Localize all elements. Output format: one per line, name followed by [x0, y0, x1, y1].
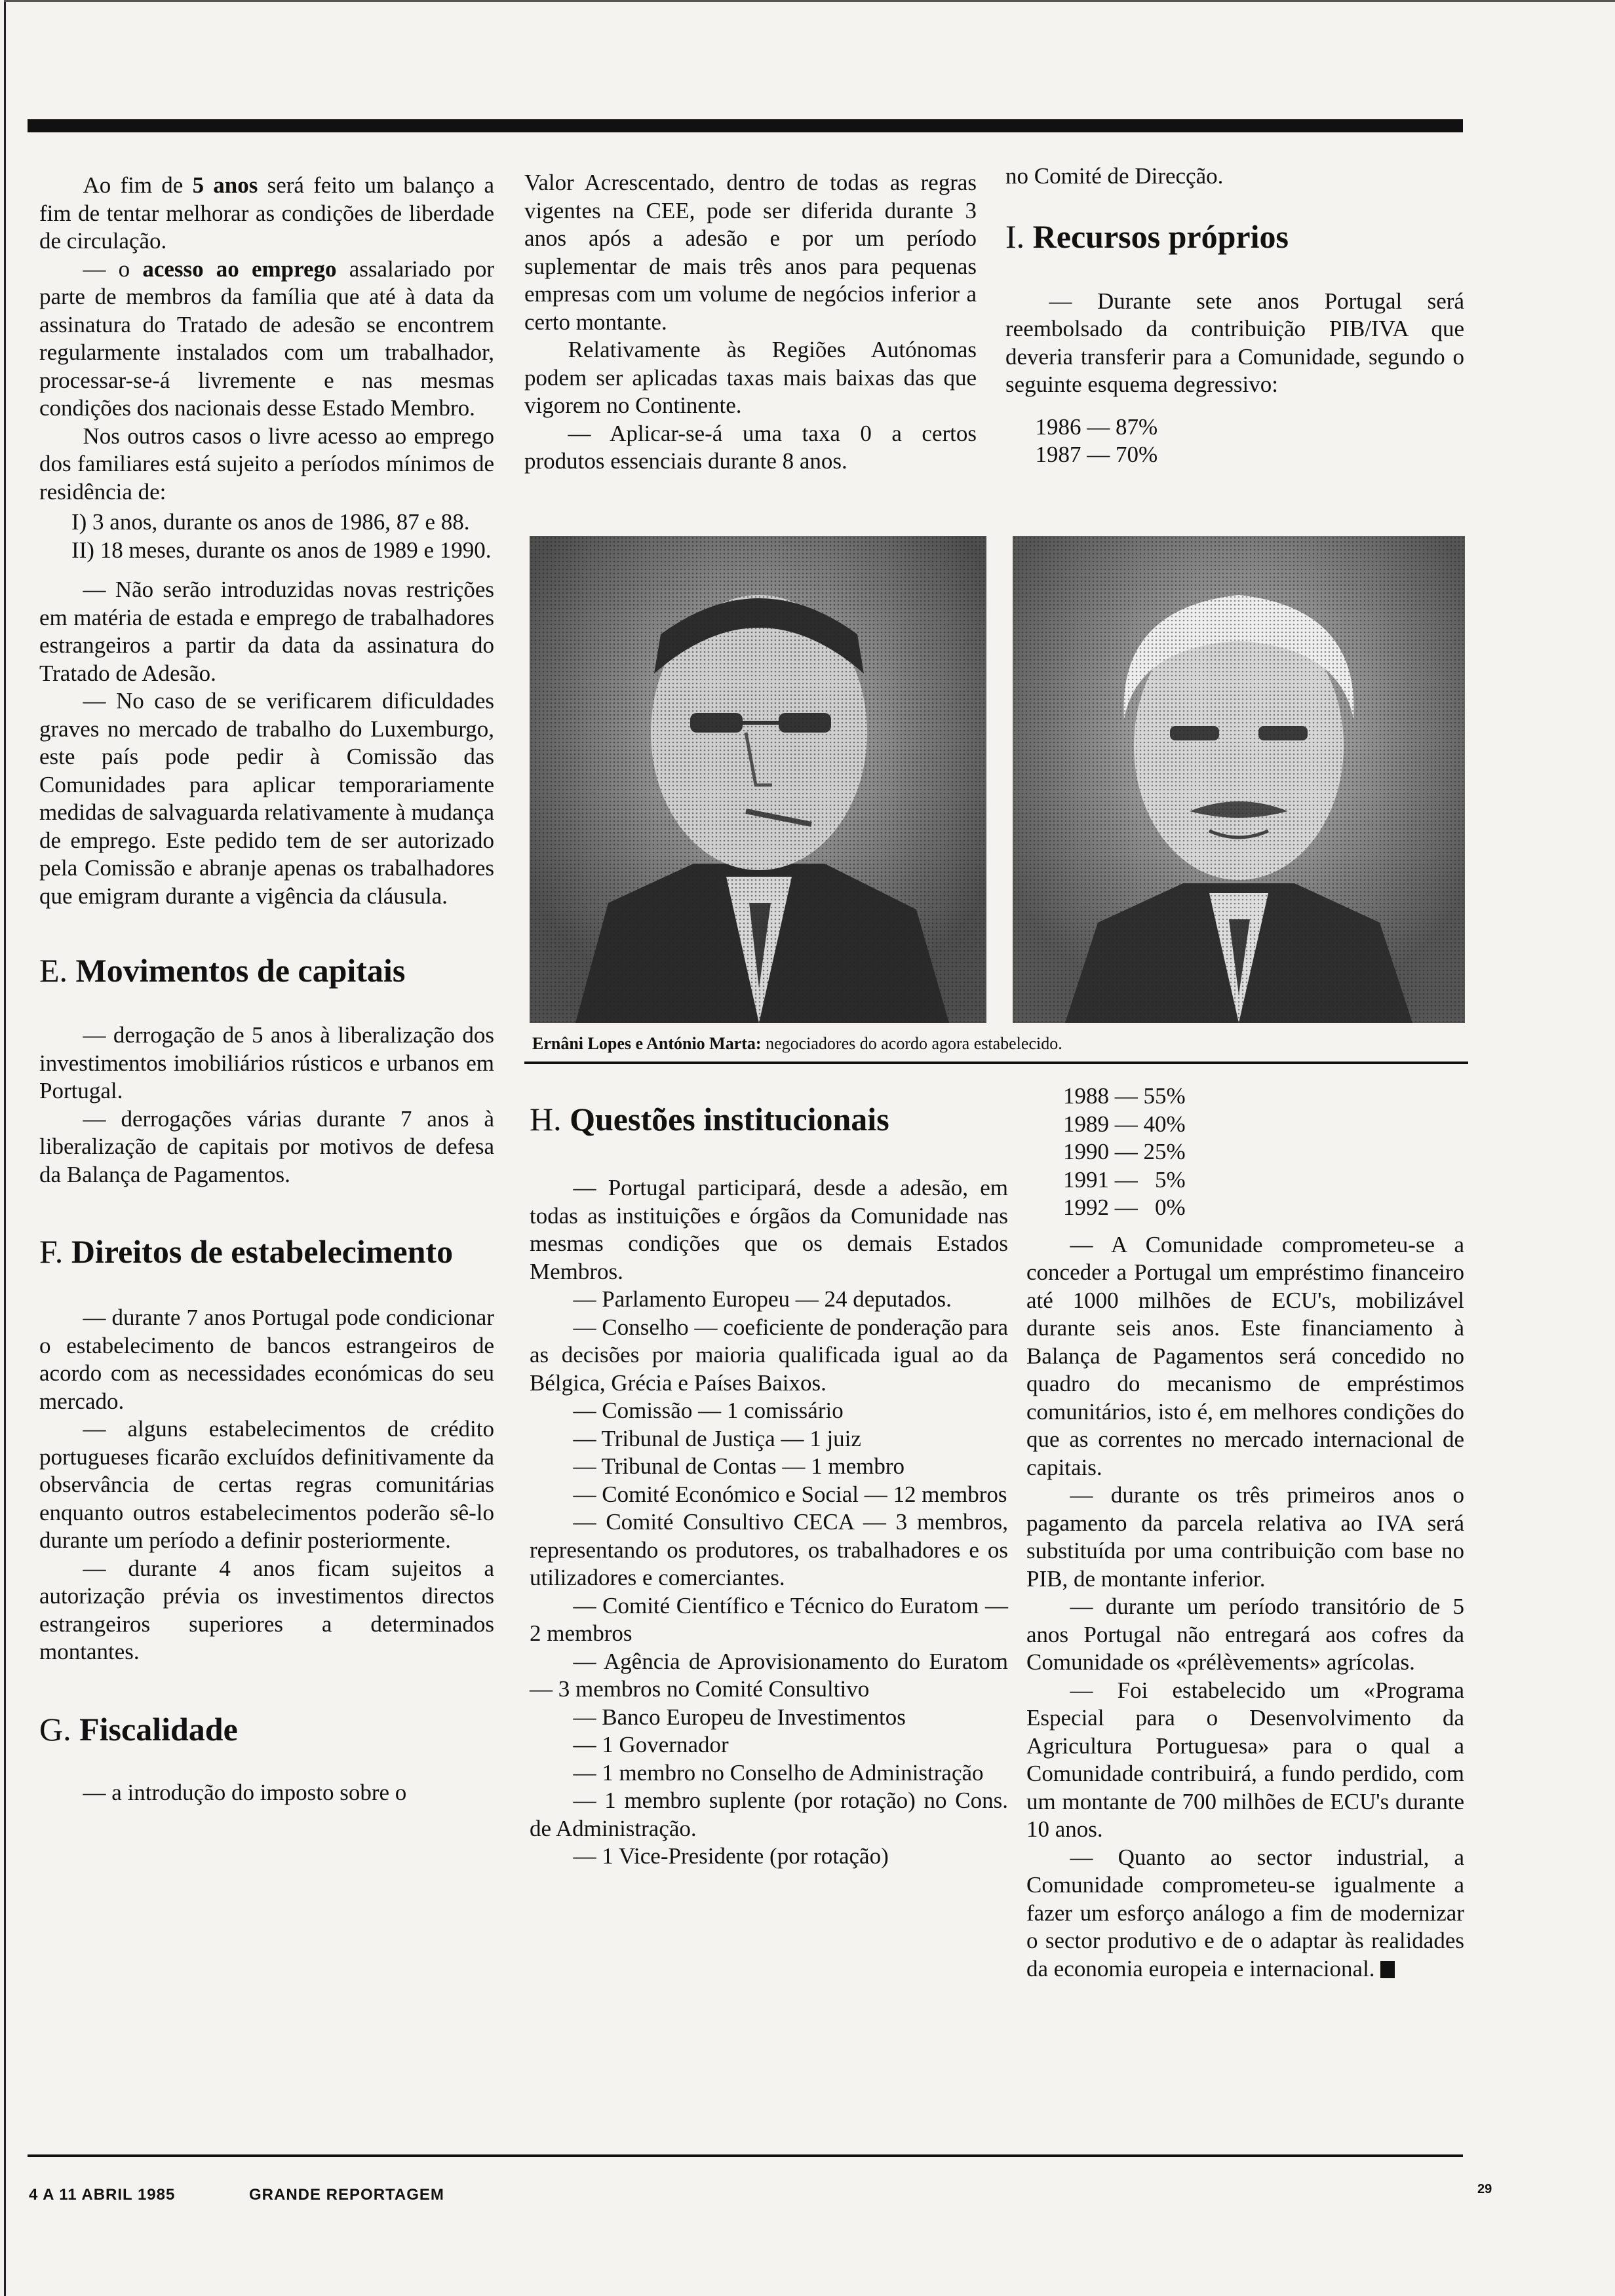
paragraph: — a introdução do imposto sobre o [83, 1779, 407, 1805]
page-number: 29 [1477, 2182, 1492, 2196]
paragraph: — Quanto ao sector industrial, a Comunidade comprometeu-se igualmente a fazer um esforço análogo a fim de modernizar o sector produtivo e de o adaptar às realidades da economia europeia e internacional. [1026, 1844, 1464, 1981]
column-2-bottom [530, 1100, 1008, 1871]
list-item: — 1 Governador [573, 1732, 729, 1757]
list-item: — Tribunal de Justiça — 1 juiz [573, 1425, 861, 1451]
list-item: — Comité Consultivo CECA — 3 membros, representando os produtores, os trabalhadores e os utilizadores e comerciantes. [530, 1509, 1008, 1590]
rate-1986: 1986 — 87% [1035, 413, 1158, 440]
list-item: — Tribunal de Contas — 1 membro [573, 1453, 905, 1479]
paragraph: Relativamente às Regiões Autónomas podem ser aplicadas taxas mais baixas das que vigorem no Continente. [524, 337, 977, 418]
section-heading-f: F. Direitos de estabelecimento [39, 1233, 454, 1270]
paragraph: — Aplicar-se-á uma taxa 0 a certos produtos essenciais durante 8 anos. [524, 420, 977, 474]
end-mark-icon [1380, 1961, 1395, 1978]
photo-antonio-marta [1013, 536, 1465, 1023]
paragraph: Nos outros casos o livre acesso ao emprego dos familiares está sujeito a períodos mínimos de residência de: [39, 423, 494, 505]
paragraph: — durante 4 anos ficam sujeitos a autorização prévia os investimentos directos estrangeiros superiores a determinados montantes. [39, 1555, 494, 1664]
paragraph: — o acesso ao emprego assalariado por parte de membros da família que até à data da assinatura do Tratado de adesão se encontrem regularmente instalados com um trabalhador, processar-se-á livremente e nas mesmas condições dos nacionais desse Estado Membro. [39, 256, 495, 421]
paragraph: Valor Acrescentado, dentro de todas as regras vigentes na CEE, pode ser diferida durante 3 anos após a adesão e por um período suplementar de mais três anos para pequenas empresas com um volume de negócios inferior a certo montante. [524, 170, 977, 335]
list-item: — Parlamento Europeu — 24 deputados. [573, 1286, 952, 1312]
column-3-bottom [1026, 1082, 1464, 1983]
section-heading-h: H. Questões institucionais [530, 1101, 889, 1138]
list-item: — Conselho — coeficiente de ponderação para as decisões por maioria qualificada igual ao da Bélgica, Grécia e Países Baixos. [530, 1314, 1008, 1396]
list-item: I) 3 anos, durante os anos de 1986, 87 e 88. [71, 509, 470, 535]
paragraph: — durante um período transitório de 5 anos Portugal não entregará aos cofres da Comunidade os «prélèvements» agrícolas. [1026, 1594, 1464, 1675]
paragraph: — derrogações várias durante 7 anos à liberalização de capitais por motivos de defesa da Balança de Pagamentos. [39, 1105, 494, 1187]
paragraph: no Comité de Direcção. [1005, 163, 1224, 189]
rate-1992: 1992 — 0% [1063, 1195, 1186, 1220]
footer-date: 4 A 11 ABRIL 1985 [29, 2186, 176, 2204]
paragraph: — derrogação de 5 anos à liberalização dos investimentos imobiliários rústicos e urbanos em Portugal. [39, 1022, 494, 1103]
rate-1991: 1991 — 5% [1063, 1166, 1186, 1193]
paragraph: — No caso de se verificarem dificuldades graves no mercado de trabalho do Luxemburgo, este país pode pedir à Comissão das Comunidades para aplicar temporariamente medidas de salvaguarda relativamente à mudança de emprego. Este pedido tem de ser autorizado pela Comissão e abranje apenas os trabalhadores que emigram durante a vigência da cláusula. [39, 688, 494, 909]
rate-1988: 1988 — 55% [1063, 1083, 1186, 1109]
paragraph: — durante os três primeiros anos o pagamento da parcela relativa ao IVA será substituída por uma contribuição com base no PIB, de montante inferior. [1026, 1482, 1464, 1592]
page-edge-top [4, 0, 1615, 2]
list-item: — Banco Europeu de Investimentos [573, 1704, 906, 1730]
paragraph: — Não serão introduzidas novas restrições em matéria de estada e emprego de trabalhadores estrangeiros a partir da data da assinatura do Tratado de Adesão. [39, 577, 494, 686]
list-item: — Comissão — 1 comissário [573, 1398, 844, 1423]
paragraph: — Durante sete anos Portugal será reembolsado da contribuição PIB/IVA que deveria transferir para a Comunidade, segundo o seguinte esquema degressivo: [1005, 288, 1464, 397]
paragraph: — alguns estabelecimentos de crédito portugueses ficarão excluídos definitivamente da observância de certas regras comunitárias enquanto outros estabelecimentos poderão sê-lo durante um período a definir posteriormente. [39, 1416, 494, 1553]
rate-1990: 1990 — 25% [1063, 1139, 1186, 1164]
section-heading-e: E. Movimentos de capitais [39, 952, 406, 989]
rate-1989: 1989 — 40% [1063, 1111, 1186, 1137]
section-heading-g: G. Fiscalidade [39, 1710, 238, 1748]
portrait-image [530, 536, 986, 1023]
list-item: — Comité Económico e Social — 12 membros [573, 1481, 1007, 1507]
paragraph: — durante 7 anos Portugal pode condicionar o estabelecimento de bancos estrangeiros de acordo com as necessidades económicas do seu mercado. [39, 1305, 494, 1414]
column-2-top [524, 169, 977, 476]
caption-rule [524, 1062, 1468, 1064]
footer-section: GRANDE REPORTAGEM [249, 2186, 444, 2204]
list-item: — 1 Vice-Presidente (por rotação) [573, 1843, 889, 1869]
column-1 [39, 172, 494, 1807]
top-rule [28, 119, 1463, 132]
paragraph: — A Comunidade comprometeu-se a conceder a Portugal um empréstimo financeiro até 1000 milhões de ECU's, mobilizável durante seis anos. Este financiamento à Balança de Pagamentos será concedido no quadro do mecanismo de empréstimos comunitários, isto é, em melhores condições do que as correntes no mercado internacional de capitais. [1026, 1231, 1464, 1480]
rate-1987: 1987 — 70% [1035, 442, 1158, 467]
list-item: — 1 membro no Conselho de Administração [573, 1759, 984, 1786]
paragraph: — Portugal participará, desde a adesão, em todas as instituições e órgãos da Comunidade nas mesmas condições que os demais Estados Membros. [530, 1175, 1008, 1284]
list-item: II) 18 meses, durante os anos de 1989 e 1990. [71, 537, 492, 563]
list-item: — Comité Científico e Técnico do Euratom — 2 membros [530, 1592, 1008, 1646]
footer-rule [28, 2154, 1463, 2157]
column-3-top [1005, 163, 1464, 469]
list-item: — 1 membro suplente (por rotação) no Cons. de Administração. [530, 1788, 1008, 1841]
photo-ernani-lopes [530, 536, 986, 1023]
portrait-image [1013, 536, 1465, 1023]
page-edge-left [4, 0, 6, 2296]
paragraph: Ao fim de 5 anos será feito um balanço a fim de tentar melhorar as condições de liberdade de circulação. [39, 172, 495, 254]
paragraph: — Foi estabelecido um «Programa Especial para o Desenvolvimento da Agricultura Portuguesa» para o qual a Comunidade contribuirá, a fundo perdido, com um montante de 700 milhões de ECU's durante 10 anos. [1026, 1677, 1464, 1842]
photo-caption: Ernâni Lopes e António Marta: negociadores do acordo agora estabelecido. [532, 1034, 1062, 1053]
list-item: — Agência de Aprovisionamento do Euratom — 3 membros no Comité Consultivo [530, 1648, 1008, 1702]
section-heading-i: I. Recursos próprios [1005, 218, 1289, 255]
